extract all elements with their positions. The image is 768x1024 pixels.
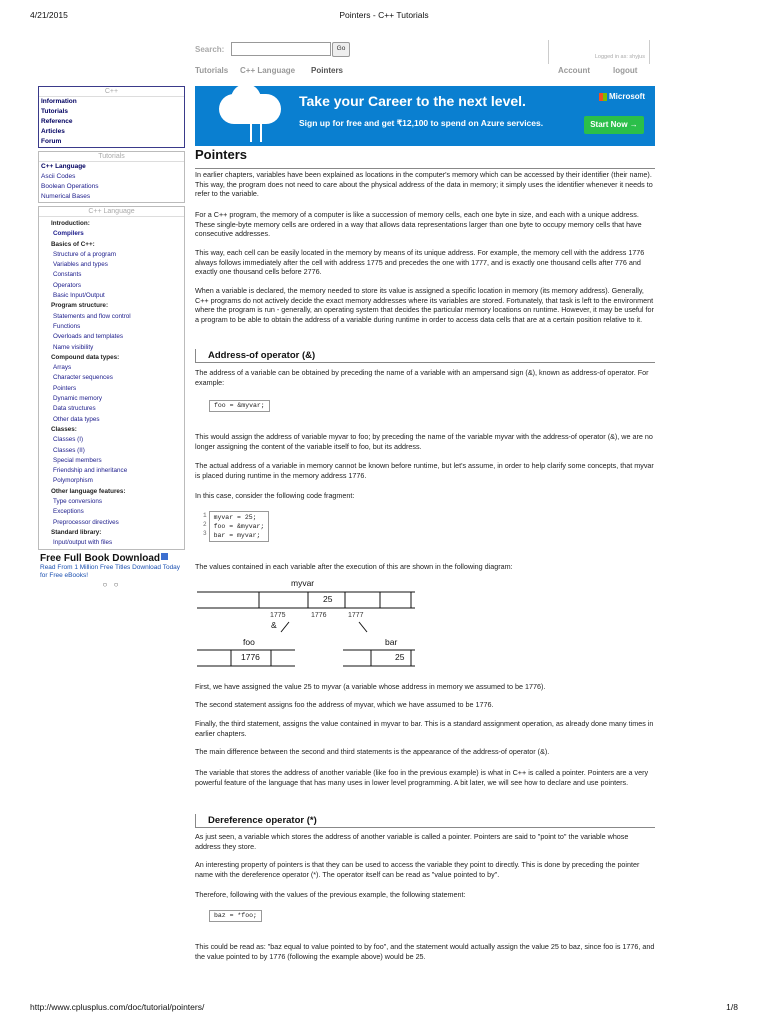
print-header — [30, 10, 738, 22]
microsoft-logo-icon — [599, 93, 607, 101]
sidebar-item-articles[interactable]: Articles — [41, 128, 65, 135]
dereference-heading — [195, 814, 655, 828]
page-number: 1/8 — [726, 1002, 738, 1012]
toc-item[interactable]: Preprocessor directives — [53, 518, 119, 526]
toc-item[interactable]: Name visibility — [53, 343, 94, 351]
toc-item[interactable]: Other data types — [53, 415, 100, 423]
nav-cpp-language[interactable]: C++ Language — [240, 66, 296, 75]
sidebar-item-boolean-operations[interactable]: Boolean Operations — [41, 183, 99, 190]
toc-item[interactable]: Exceptions — [53, 508, 84, 516]
dereference-p2: An interesting property of pointers is that they can be used to access the variable they point to directly. This is done by preceding the pointer name with the dereference operator (*). The operator itself can be read as "value pointed to by". — [195, 860, 640, 879]
intro-paragraph-4: When a variable is declared, the memory needed to store its value is assigned a specific location in memory (its memory address). Generally, C++ programs do not actively decide the exact memory addresses where its variables are stored. Fortunately, that task is left to the environment where the program is run - generally, an operating system that decides the particular memory locations on runtime. However, it may be useful for a program to be able to obtain the address of a variable during runtime in order to access data cells that are at a certain position relative to it. — [195, 286, 654, 324]
nav-pointers[interactable]: Pointers — [311, 66, 344, 75]
account-link[interactable]: Account — [558, 66, 590, 75]
logged-in-text: Logged in as: shyjus — [594, 54, 645, 60]
toc-item[interactable]: Functions — [53, 322, 81, 330]
diagram-bar-value: 25 — [395, 652, 405, 662]
address-of-p9: The main difference between the second and third statements is the appearance of the address-of operator (&). — [195, 747, 550, 756]
intro-paragraph-1: In earlier chapters, variables have been explained as locations in the computer's memory which can be accessed by their identifier (their name). This way, the program does not need to care about the physical address of the data in memory; it simply uses the identifier whenever it needs to refer to the variable. — [195, 170, 653, 199]
toc-item[interactable]: Character sequences — [53, 374, 113, 382]
banner-ad[interactable] — [195, 86, 655, 146]
article — [195, 147, 655, 961]
microsoft-logo — [599, 92, 645, 101]
page-title: Pointers — [195, 150, 655, 169]
memory-diagram — [195, 578, 425, 672]
code-line: myvar = 25; — [213, 514, 257, 521]
code-snippet-1 — [209, 400, 289, 412]
dereference-p1: As just seen, a variable which stores the address of another variable is called a pointer. Pointers are said to "point to" the variable whose address they store. — [195, 832, 629, 851]
sidebar-language-box — [38, 206, 185, 550]
toc-item[interactable]: Constants — [53, 271, 82, 279]
toc-item[interactable]: Operators — [53, 281, 81, 289]
toc-item[interactable]: Structure of a program — [53, 250, 116, 258]
code-line: foo = &myvar; — [209, 400, 270, 412]
sidebar-cpp-title: C++ — [39, 87, 184, 97]
toc-item[interactable]: Variables and types — [53, 261, 108, 269]
sidebar-item-cpp-language[interactable]: C++ Language — [41, 163, 86, 170]
top-bar — [195, 40, 655, 80]
login-box — [548, 40, 650, 64]
address-of-p2: This would assign the address of variable myvar to foo; by preceding the name of the variable myvar with the address-of operator (&), we are no longer assigning the content of the variable itself to foo, but its address. — [195, 432, 653, 451]
side-ad-subtitle[interactable]: Read From 1 Million Free Titles Download Today for Free eBooks! — [40, 563, 181, 579]
toc-item[interactable]: Classes (II) — [53, 446, 85, 454]
address-of-p1: The address of a variable can be obtained by preceding the name of a variable with an ampersand sign (&), known as address-of operator. For example: — [195, 368, 649, 387]
code-snippet-3 — [209, 910, 289, 922]
address-of-p10: The variable that stores the address of another variable (like foo in the previous example) is what in C++ is called a pointer. Pointers are a very powerful feature of the language that has many uses in lower level programming. A bit later, we will see how to declare and use pointers. — [195, 768, 649, 787]
code-line: bar = myvar; — [213, 532, 261, 539]
toc-item[interactable]: Compilers — [53, 230, 84, 238]
toc-item[interactable]: Statements and flow control — [53, 312, 131, 320]
address-of-p6: First, we have assigned the value 25 to myvar (a variable whose address in memory we assumed to be 1776). — [195, 682, 546, 691]
toc-item[interactable]: Overloads and templates — [53, 333, 124, 341]
sidebar-language-title: C++ Language — [39, 207, 184, 217]
sidebar-tutorials-title: Tutorials — [39, 152, 184, 162]
toc-item[interactable]: Type conversions — [53, 498, 103, 506]
diagram-foo-label: foo — [243, 637, 255, 647]
start-now-button[interactable] — [584, 116, 644, 134]
code-line: foo = &myvar; — [213, 523, 265, 530]
address-of-p8: Finally, the third statement, assigns the value contained in myvar to bar. This is a standard assignment operation, as already done many times in earlier chapters. — [195, 719, 654, 738]
toc-section-heading: Classes: — [51, 425, 77, 433]
diagram-myvar-value: 25 — [323, 594, 333, 604]
toc-section-heading: Standard library: — [51, 528, 102, 536]
microsoft-brand: Microsoft — [609, 92, 645, 101]
address-of-p4: In this case, consider the following code fragment: — [195, 491, 355, 500]
diagram-foo-value: 1776 — [241, 652, 260, 662]
sidebar — [38, 86, 185, 589]
address-of-p5: The values contained in each variable after the execution of this are shown in the following diagram: — [195, 562, 513, 571]
go-button[interactable]: Go — [332, 42, 350, 57]
sidebar-item-tutorials[interactable]: Tutorials — [41, 108, 68, 115]
dereference-heading-text: Dereference operator (*) — [195, 814, 655, 828]
toc-section-heading: Program structure: — [51, 302, 109, 310]
toc-item[interactable]: Polymorphism — [53, 477, 93, 485]
line-number: 3 — [203, 530, 207, 537]
toc-item[interactable]: Dynamic memory — [53, 395, 102, 403]
diagram-address-1777: 1777 — [348, 612, 364, 619]
line-number: 1 — [203, 512, 207, 519]
arrow-right-icon: → — [629, 120, 638, 129]
toc-item[interactable]: Basic Input/Output — [53, 292, 105, 300]
code-line: baz = *foo; — [209, 910, 262, 922]
toc-item[interactable]: Arrays — [53, 364, 72, 372]
ad-choices-icon[interactable] — [161, 553, 168, 560]
diagram-address-1775: 1775 — [270, 612, 286, 619]
toc-item[interactable]: Input/output with files — [53, 539, 113, 547]
print-title: Pointers - C++ Tutorials — [339, 10, 429, 20]
code-snippet-2 — [203, 511, 293, 542]
address-of-p7: The second statement assigns foo the address of myvar, which we have assumed to be 1776. — [195, 700, 494, 709]
search-input[interactable] — [231, 42, 331, 56]
sidebar-item-ascii-codes[interactable]: Ascii Codes — [41, 173, 76, 180]
diagram-ampersand: & — [271, 620, 277, 630]
address-of-p3: The actual address of a variable in memory cannot be known before runtime, but let's assume, in order to help clarify some concepts, that myvar is placed during runtime in the memory address 1776. — [195, 461, 654, 480]
print-date: 4/21/2015 — [30, 10, 68, 20]
toc-section-heading: Basics of C++: — [51, 240, 95, 248]
dereference-p4: This could be read as: "baz equal to value pointed to by foo", and the statement would actually assign the value 25 to baz, since foo is 1776, and the value pointed to by 1776 (following the example above) would be 25. — [195, 942, 655, 961]
toc-section-heading: Other language features: — [51, 487, 126, 495]
side-ad-title-text[interactable]: Free Full Book Download — [40, 552, 161, 564]
logout-link[interactable]: logout — [613, 66, 638, 75]
diagram-bar-label: bar — [385, 637, 398, 647]
diagram-address-1776: 1776 — [311, 612, 327, 619]
intro-paragraph-2: For a C++ program, the memory of a computer is like a succession of memory cells, each one byte in size, and each with a unique address. These single-byte memory cells are ordered in a way that allows data representations larger than one byte to occupy memory cells that have consecutive addresses. — [195, 210, 642, 239]
sidebar-item-reference[interactable]: Reference — [41, 118, 73, 125]
toc-item[interactable]: Special members — [53, 456, 102, 464]
sidebar-item-information[interactable]: Information — [41, 98, 77, 105]
banner-headline: Take your Career to the next level. — [299, 93, 526, 109]
toc-item[interactable]: Classes (I) — [53, 436, 84, 444]
search-label: Search: — [195, 45, 225, 54]
sidebar-tutorials-box — [38, 151, 185, 203]
line-numbers — [203, 511, 207, 542]
toc-item[interactable]: Pointers — [53, 384, 77, 392]
ladder-icon — [250, 116, 262, 142]
sidebar-item-forum[interactable]: Forum — [41, 138, 62, 145]
intro-paragraph-3: This way, each cell can be easily located in the memory by means of its unique address. For example, the memory cell with the address 1776 always follows immediately after the cell with address 1775 and precedes the one with 1777, and is exactly one thousand cells after 776 and exactly one thousand cells before 2776. — [195, 248, 645, 277]
diagram-myvar-label: myvar — [291, 578, 315, 588]
sidebar-item-numerical-bases[interactable]: Numerical Bases — [41, 193, 91, 200]
side-ad-title[interactable] — [40, 553, 183, 564]
address-of-heading-text: Address-of operator (&) — [195, 349, 655, 363]
address-of-heading — [195, 349, 655, 363]
side-ad-dots[interactable]: ○ ○ — [102, 579, 121, 589]
print-footer — [30, 1002, 738, 1014]
banner-subtitle: Sign up for free and get ₹12,100 to spend on Azure services. — [299, 118, 544, 128]
code-block — [203, 511, 293, 542]
print-url[interactable]: http://www.cplusplus.com/doc/tutorial/pointers/ — [30, 1002, 205, 1012]
toc-item[interactable]: Data structures — [53, 405, 96, 413]
dereference-p3: Therefore, following with the values of the previous example, the following statement: — [195, 890, 466, 899]
toc-section-heading: Introduction: — [51, 220, 90, 227]
nav-tutorials[interactable]: Tutorials — [195, 66, 229, 75]
code-lines — [209, 511, 270, 542]
memory-diagram-lines — [195, 578, 425, 672]
sidebar-cpp-box — [38, 86, 185, 148]
side-ad[interactable] — [38, 553, 185, 589]
line-number: 2 — [203, 521, 207, 528]
language-toc — [39, 217, 184, 549]
toc-section-heading: Compound data types: — [51, 353, 120, 361]
toc-item[interactable]: Friendship and inheritance — [53, 467, 128, 475]
start-now-label: Start Now — [590, 120, 628, 129]
